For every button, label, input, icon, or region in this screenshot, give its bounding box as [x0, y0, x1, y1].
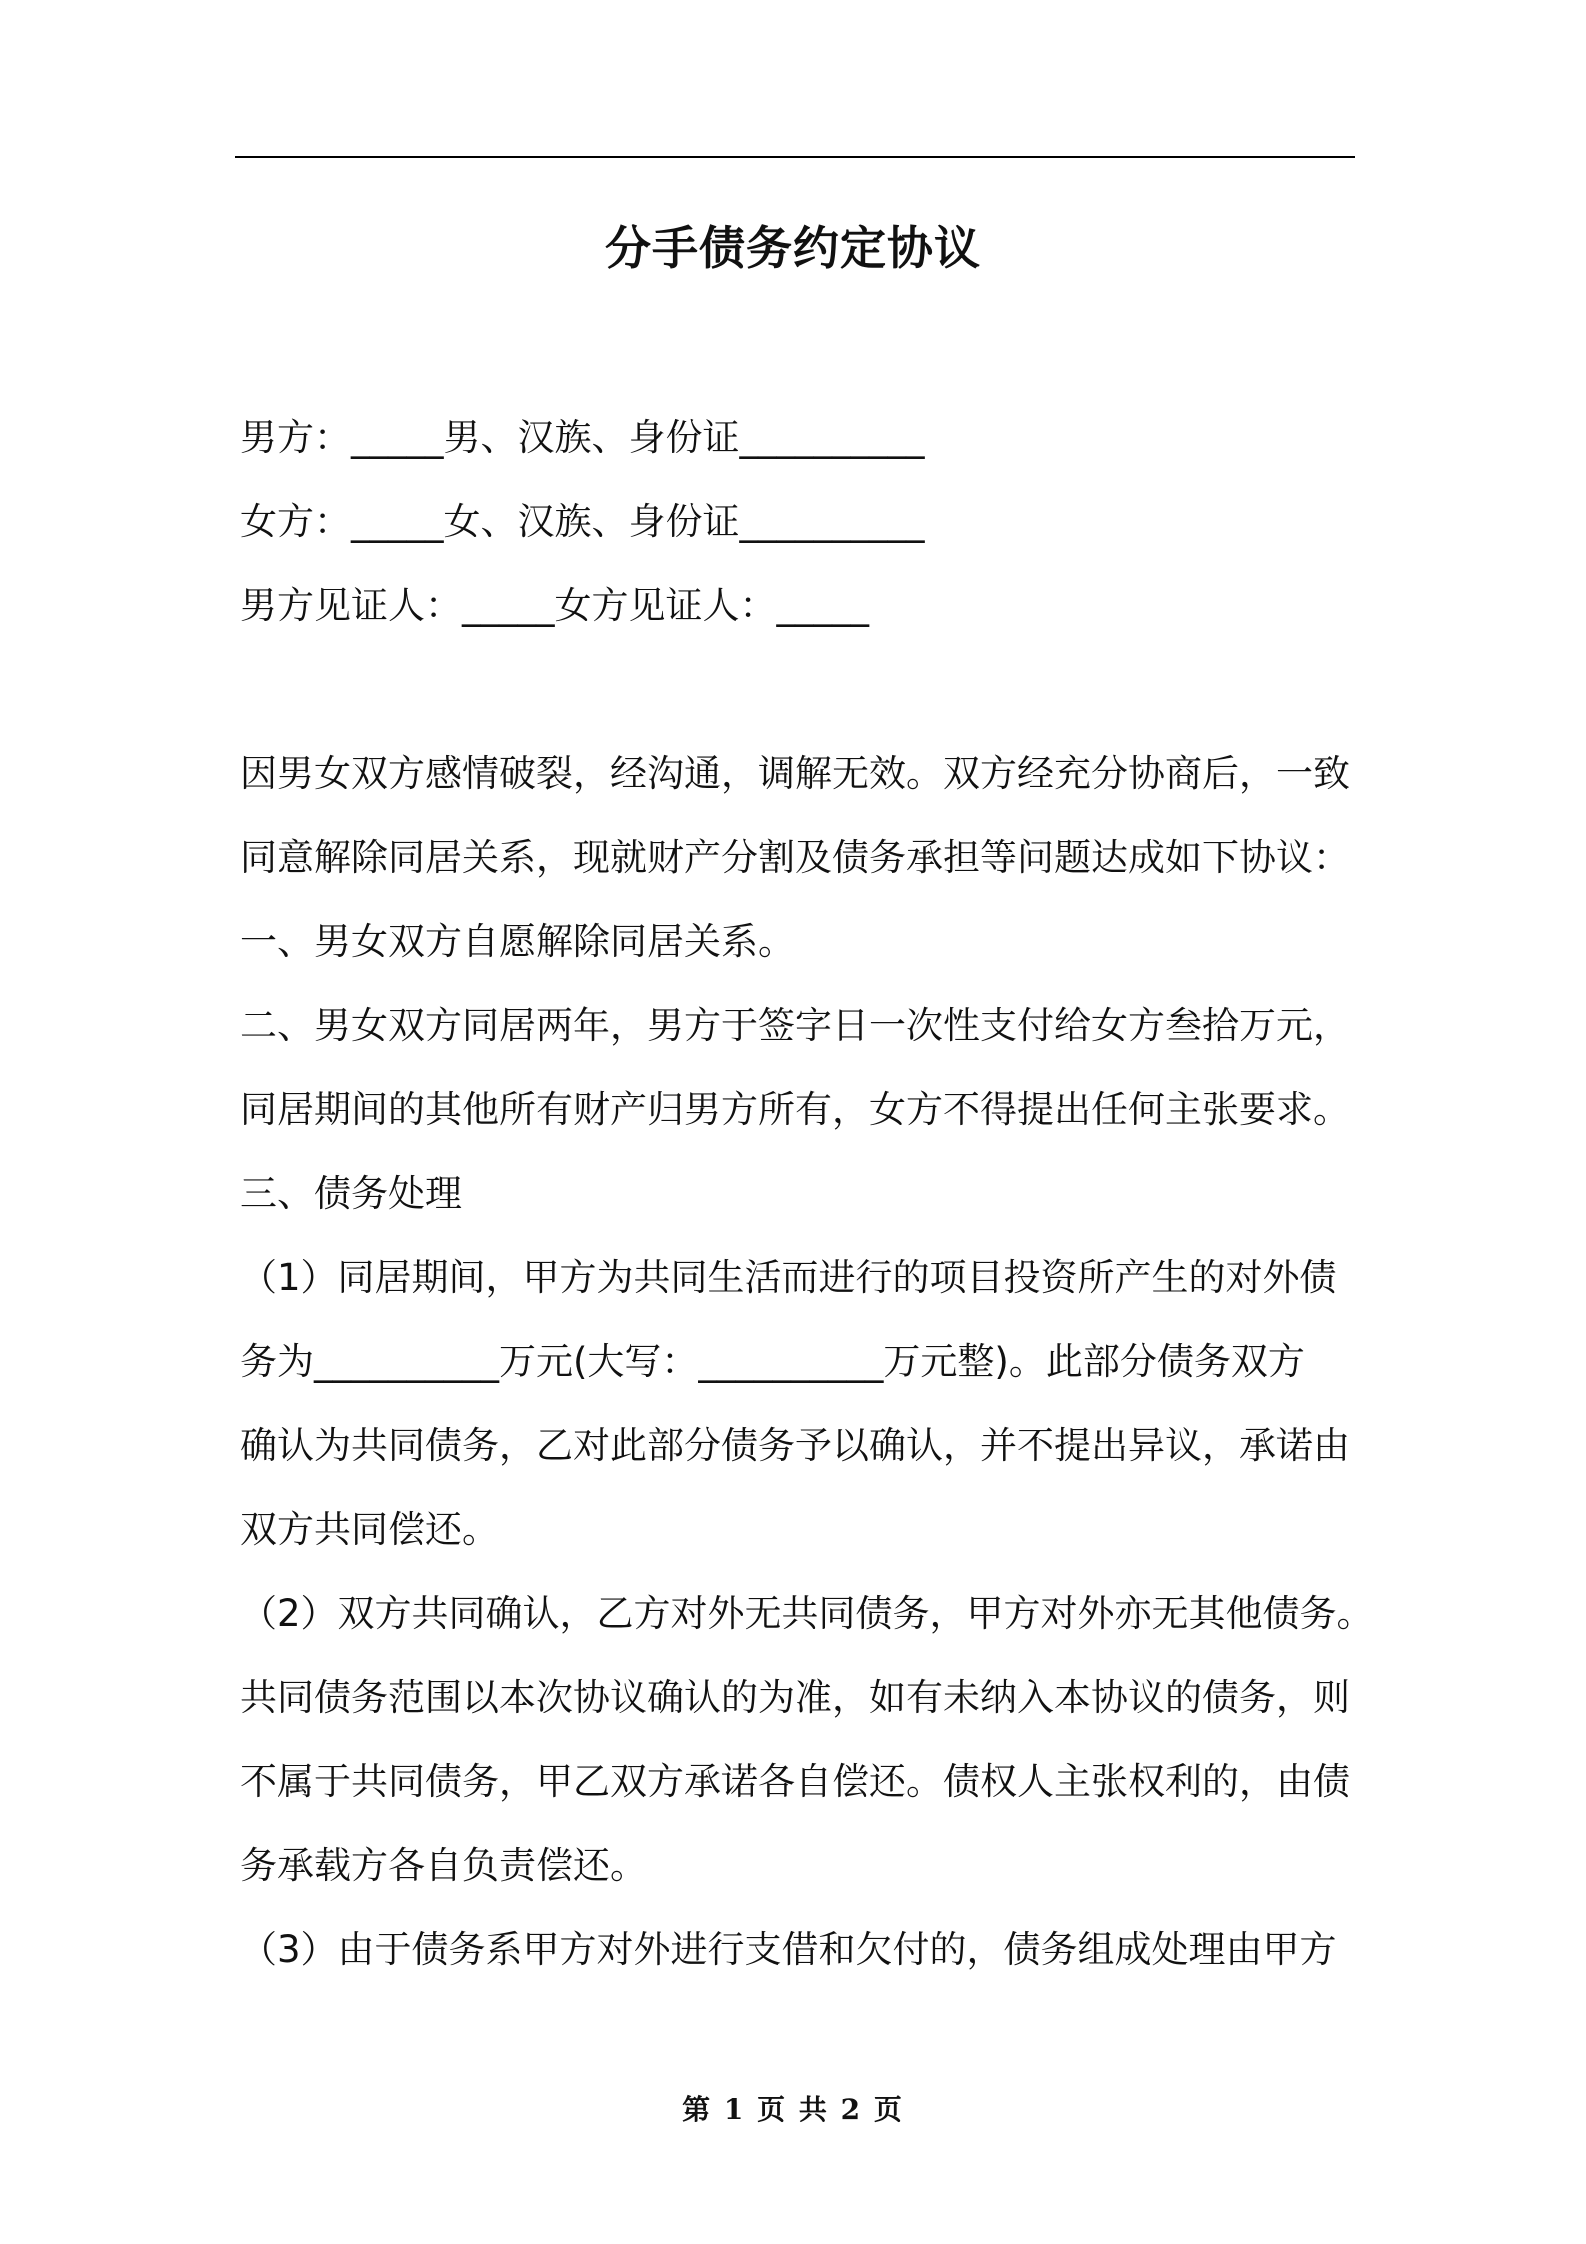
- body-line: 不属于共同债务，甲乙双方承诺各自偿还。债权人主张权利的，由债: [240, 1760, 1350, 1803]
- body-line: 务承载方各自负责偿还。: [240, 1844, 647, 1887]
- header-rule: [235, 156, 1355, 158]
- clause-2: 二、男女双方同居两年，男方于签字日一次性支付给女方叁拾万元，: [240, 1004, 1350, 1047]
- body-line: 双方共同偿还。: [240, 1508, 499, 1551]
- sub-clause-2: （2）双方共同确认，乙方对外无共同债务，甲方对外亦无其他债务。: [240, 1592, 1374, 1635]
- body-line: 同居期间的其他所有财产归男方所有，女方不得提出任何主张要求。: [240, 1088, 1350, 1131]
- body-line: 务为__________万元(大写：__________万元整)。此部分债务双方: [240, 1340, 1305, 1383]
- page-number: 第 1 页 共 2 页: [682, 2093, 904, 2126]
- party-line-male: 男方：_____男、汉族、身份证__________: [240, 416, 925, 459]
- sub-clause-3: （3）由于债务系甲方对外进行支借和欠付的，债务组成处理由甲方: [240, 1928, 1337, 1971]
- agreement-body: [240, 732, 1374, 1992]
- document-title: 分手债务约定协议: [605, 221, 981, 275]
- body-line: 确认为共同债务，乙对此部分债务予以确认，并不提出异议，承诺由: [240, 1424, 1350, 1467]
- witness-line: 男方见证人：_____女方见证人：_____: [240, 584, 869, 627]
- body-line: 共同债务范围以本次协议确认的为准，如有未纳入本协议的债务，则: [240, 1676, 1350, 1719]
- sub-clause-1: （1）同居期间，甲方为共同生活而进行的项目投资所产生的对外债: [240, 1256, 1337, 1299]
- party-info: [240, 396, 1360, 648]
- clause-1: 一、男女双方自愿解除同居关系。: [240, 920, 795, 963]
- party-line-female: 女方：_____女、汉族、身份证__________: [240, 500, 925, 543]
- clause-3-heading: 三、债务处理: [240, 1172, 462, 1215]
- body-line: 因男女双方感情破裂，经沟通，调解无效。双方经充分协商后，一致: [240, 752, 1350, 795]
- body-line: 同意解除同居关系，现就财产分割及债务承担等问题达成如下协议：: [240, 836, 1350, 879]
